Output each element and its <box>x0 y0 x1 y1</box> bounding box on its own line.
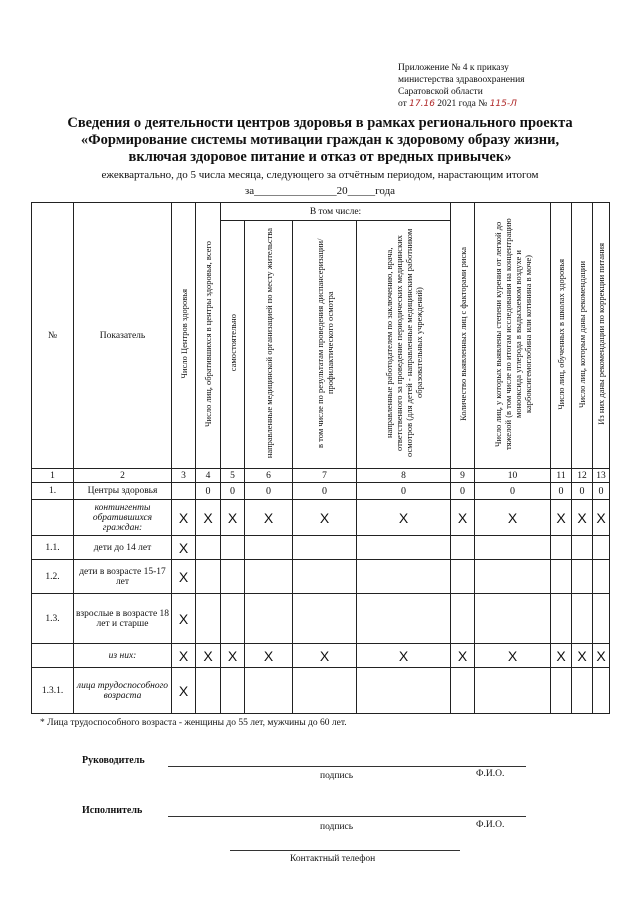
cell-empty <box>451 668 475 714</box>
column-number: 9 <box>451 469 475 483</box>
cell-x-mark: X <box>475 644 551 668</box>
executor-label: Исполнитель <box>82 805 143 816</box>
cell-empty <box>245 668 293 714</box>
cell-value: 0 <box>245 483 293 500</box>
cell-value: 0 <box>221 483 245 500</box>
cell-empty <box>196 560 221 594</box>
cell-empty <box>475 560 551 594</box>
title-line-1: Сведения о деятельности центров здоровья в рамках регионального проекта <box>67 115 573 131</box>
row-number <box>32 644 74 668</box>
executor-name-caption: Ф.И.О. <box>476 820 505 830</box>
table-row <box>32 560 610 594</box>
cell-empty <box>451 560 475 594</box>
cell-empty <box>451 536 475 560</box>
cell-x-mark: X <box>172 644 196 668</box>
year-text: 2021 года <box>437 99 476 109</box>
cell-x-mark: X <box>572 644 593 668</box>
header-col-6 <box>245 221 293 469</box>
row-number: 1. <box>32 483 74 500</box>
header-col-3-text: Число Центров здоровья <box>178 289 189 379</box>
row-number: 1.3.1. <box>32 668 74 714</box>
table-row <box>32 594 610 644</box>
header-col-13-text: Из них даны рекомендации по коррекции питания <box>596 243 606 425</box>
cell-x-mark: X <box>196 644 221 668</box>
header-col-11 <box>551 203 572 469</box>
cell-x-mark: X <box>172 500 196 536</box>
row-label: лица трудоспособного возраста <box>74 668 172 714</box>
cell-empty <box>357 560 451 594</box>
title-line-3: включая здоровое питание и отказ от вредных привычек» <box>128 149 512 165</box>
cell-x-mark: X <box>245 500 293 536</box>
cell-empty <box>551 594 572 644</box>
row-number: 1.3. <box>32 594 74 644</box>
header-col-13 <box>593 203 610 469</box>
executor-signature-line <box>168 816 526 817</box>
cell-x-mark: X <box>245 644 293 668</box>
cell-empty <box>572 560 593 594</box>
cell-x-mark: X <box>293 644 357 668</box>
header-number: № <box>32 203 74 469</box>
cell-x-mark: X <box>451 500 475 536</box>
column-number: 4 <box>196 469 221 483</box>
cell-empty <box>593 536 610 560</box>
cell-x-mark: X <box>572 500 593 536</box>
cell-x-mark: X <box>357 500 451 536</box>
cell-empty <box>357 668 451 714</box>
cell-empty <box>357 536 451 560</box>
number-prefix: № <box>478 99 488 109</box>
cell-empty <box>221 536 245 560</box>
cell-empty <box>475 536 551 560</box>
cell-empty <box>293 594 357 644</box>
column-number: 6 <box>245 469 293 483</box>
header-col-7 <box>293 221 357 469</box>
column-number: 5 <box>221 469 245 483</box>
header-col-10 <box>475 203 551 469</box>
cell-empty <box>572 668 593 714</box>
cell-empty <box>172 483 196 500</box>
cell-empty <box>551 560 572 594</box>
cell-empty <box>245 536 293 560</box>
cell-x-mark: X <box>593 644 610 668</box>
header-col-9-text: Количество выявленных лиц с факторами риска <box>457 247 468 421</box>
cell-empty <box>293 560 357 594</box>
row-number: 1.2. <box>32 560 74 594</box>
cell-value: 0 <box>475 483 551 500</box>
handwritten-date: 17.16 <box>409 99 435 109</box>
cell-x-mark: X <box>221 500 245 536</box>
phone-caption: Контактный телефон <box>290 854 376 864</box>
cell-empty <box>245 594 293 644</box>
appendix-line-3: Саратовской области <box>398 87 483 97</box>
table-row <box>32 500 610 536</box>
cell-empty <box>572 536 593 560</box>
cell-x-mark: X <box>196 500 221 536</box>
cell-empty <box>196 668 221 714</box>
row-label: дети до 14 лет <box>74 536 172 560</box>
cell-x-mark: X <box>172 536 196 560</box>
report-table <box>31 202 610 714</box>
cell-x-mark: X <box>293 500 357 536</box>
row-label: контингенты обратившихся граждан: <box>74 500 172 536</box>
cell-empty <box>221 668 245 714</box>
cell-empty <box>593 594 610 644</box>
cell-value: 0 <box>593 483 610 500</box>
head-label: Руководитель <box>82 755 145 766</box>
cell-empty <box>593 560 610 594</box>
header-col-12-text: Число лиц, которым даны рекомендации <box>577 260 587 408</box>
cell-empty <box>196 536 221 560</box>
cell-empty <box>572 594 593 644</box>
appendix-line-2: министерства здравоохранения <box>398 75 525 85</box>
row-number <box>32 500 74 536</box>
appendix-block <box>398 62 525 110</box>
cell-empty <box>221 594 245 644</box>
header-col-6-text: направленные медицинской организацией по месту жительства <box>263 227 274 459</box>
header-col-11-text: Число лиц, обученных в школах здоровья <box>556 258 566 410</box>
row-label: взрослые в возрасте 18 лет и старше <box>74 594 172 644</box>
cell-empty <box>245 560 293 594</box>
table-row <box>32 483 610 500</box>
header-col-5-text: самостоятельно <box>227 314 238 372</box>
header-col-4 <box>196 203 221 469</box>
header-col-10-text: Число лиц, у которых выявлены степени курения от легкой до тяжелой (в том числе по итогам исследования на концентрацию монооксида углерода в выдыхаемом воздухе и карбоксигемоглобина или котинина в моче) <box>492 218 533 450</box>
header-col-5 <box>221 221 245 469</box>
cell-value: 0 <box>357 483 451 500</box>
table-row <box>32 644 610 668</box>
period-line: за_______________20_____года <box>244 185 396 197</box>
cell-x-mark: X <box>551 644 572 668</box>
header-col-8-text: направленные работодателем по заключению, врача, ответственного за проведение периодических медицинских осмотров (для детей - направленные медицинским работником образовательных учреждений) <box>383 228 424 458</box>
column-numbers-row <box>32 469 610 483</box>
cell-value: 0 <box>293 483 357 500</box>
cell-x-mark: X <box>593 500 610 536</box>
cell-empty <box>593 668 610 714</box>
cell-empty <box>475 668 551 714</box>
cell-empty <box>475 594 551 644</box>
header-col-12 <box>572 203 593 469</box>
cell-x-mark: X <box>221 644 245 668</box>
cell-empty <box>357 594 451 644</box>
column-number: 7 <box>293 469 357 483</box>
cell-x-mark: X <box>475 500 551 536</box>
cell-x-mark: X <box>451 644 475 668</box>
header-col-3 <box>172 203 196 469</box>
cell-value: 0 <box>551 483 572 500</box>
header-col-8 <box>357 221 451 469</box>
column-number: 2 <box>74 469 172 483</box>
cell-x-mark: X <box>357 644 451 668</box>
cell-empty <box>451 594 475 644</box>
row-label: Центры здоровья <box>74 483 172 500</box>
column-number: 8 <box>357 469 451 483</box>
cell-x-mark: X <box>172 560 196 594</box>
footnote: * Лица трудоспособного возраста - женщины до 55 лет, мужчины до 60 лет. <box>40 718 347 728</box>
row-label: из них: <box>74 644 172 668</box>
header-col-4-text: Число лиц, обратившихся в центры здоровья, всего <box>203 241 213 427</box>
handwritten-number: 115-Л <box>489 99 517 109</box>
cell-empty <box>551 668 572 714</box>
table-body <box>32 483 610 714</box>
appendix-date-line <box>398 98 525 110</box>
cell-empty <box>293 668 357 714</box>
title-line-2: «Формирование системы мотивации граждан к здоровому образу жизни, <box>80 132 560 148</box>
header-indicator: Показатель <box>74 203 172 469</box>
column-number: 10 <box>475 469 551 483</box>
date-prefix: от <box>398 99 407 109</box>
column-number: 11 <box>551 469 572 483</box>
cell-value: 0 <box>451 483 475 500</box>
head-name-caption: Ф.И.О. <box>476 769 505 779</box>
executor-sign-caption: подпись <box>320 822 354 832</box>
column-number: 12 <box>572 469 593 483</box>
head-signature-line <box>168 766 526 767</box>
row-number: 1.1. <box>32 536 74 560</box>
header-col-7-text: в том числе по результатам проведения диспансеризации/ профилактического осмотра <box>314 238 335 448</box>
cell-value: 0 <box>196 483 221 500</box>
cell-x-mark: X <box>172 668 196 714</box>
cell-value: 0 <box>572 483 593 500</box>
table-row <box>32 668 610 714</box>
cell-x-mark: X <box>551 500 572 536</box>
document-title <box>0 115 640 166</box>
cell-empty <box>196 594 221 644</box>
subtitle: ежеквартально, до 5 числа месяца, следующего за отчётным периодом, нарастающим итогом <box>101 169 539 181</box>
cell-empty <box>221 560 245 594</box>
appendix-line-1: Приложение № 4 к приказу <box>398 63 509 73</box>
cell-x-mark: X <box>172 594 196 644</box>
table-row <box>32 536 610 560</box>
cell-empty <box>293 536 357 560</box>
header-in-total: В том числе: <box>221 203 451 221</box>
cell-empty <box>551 536 572 560</box>
header-col-9 <box>451 203 475 469</box>
head-sign-caption: подпись <box>320 771 354 781</box>
phone-line <box>230 850 460 851</box>
column-number: 1 <box>32 469 74 483</box>
column-number: 3 <box>172 469 196 483</box>
column-number: 13 <box>593 469 610 483</box>
row-label: дети в возрасте 15-17 лет <box>74 560 172 594</box>
